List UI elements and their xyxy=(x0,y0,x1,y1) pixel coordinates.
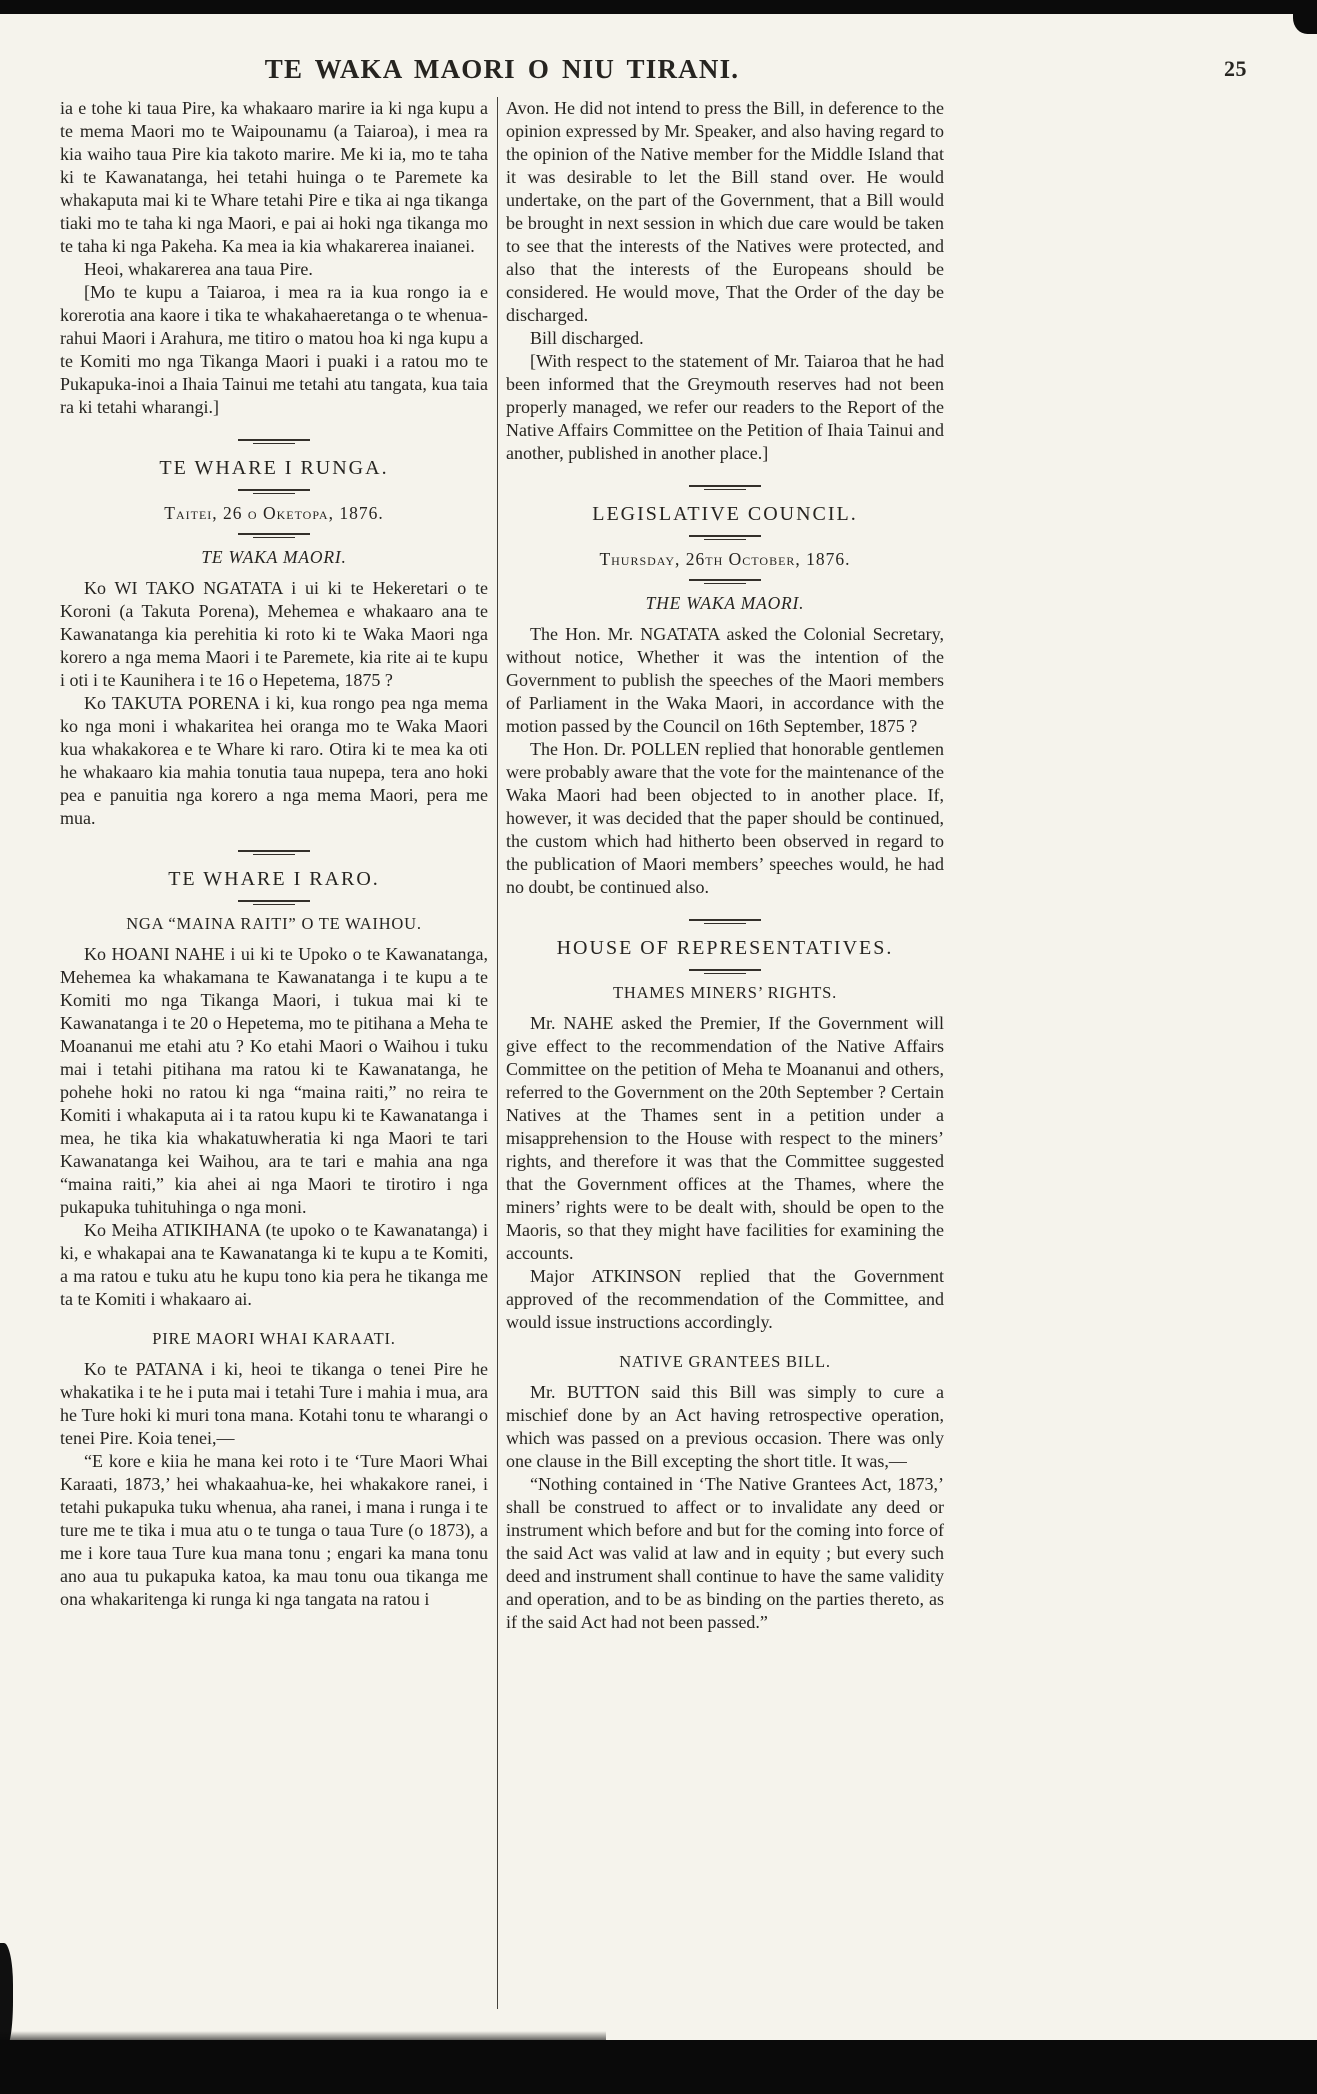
para-atkinson-reply-english: Major ATKINSON replied that the Government approved of the recommendation of the Committee, and would issue instructions accordingly. xyxy=(506,1266,944,1332)
column-divider-rule xyxy=(497,97,498,2009)
scan-artifact-bottom-edge xyxy=(0,2040,1317,2094)
masthead xyxy=(60,14,944,85)
date-line-english: Thursday, 26th October, 1876. xyxy=(599,549,851,569)
heading-divider-rule xyxy=(238,533,310,539)
scan-artifact-top-right-corner xyxy=(1293,14,1317,34)
para-editorial-note-maori: [Mo te kupu a Taiaroa, i mea ra ia kua rongo ia e korerotia ana kaore i tika te whakahaeretanga o te whenua-rahui Maori i Arahura, me titiro o matou hoa ki nga kupu a te Komiti mo nga Tikanga Maori i puaki i a ratou mo te Pukapuka-inoi a Ihaia Tainui me tetahi atu tangata, kua taia ra ki tetahi wharangi.] xyxy=(60,282,488,417)
para-act-quote-maori: “E kore e kiia he mana kei roto i te ‘Ture Maori Whai Karaati, 1873,’ hei whakaahua-ke, hei whakakore ranei, i tetahi pukapuka tuku whenua, aha ranei, i mana i runga i te ture me te tika i mua atu o te tunga o taua Ture (o 1873), a me i kore taua Ture kua mana tonu ; engari ka mana tonu ano aua tu pukapuka katoa, ka mau tonu oua tikanga me ona whakaritenga ki runga ki nga tangata na ratou i xyxy=(60,1451,488,1609)
subheading-native-grantees-bill: NATIVE GRANTEES BILL. xyxy=(619,1352,831,1371)
page-number: 25 xyxy=(1224,56,1247,81)
section-heading-te-whare-i-runga: TE WHARE I RUNGA. xyxy=(159,457,389,479)
section-heading-legislative-council: LEGISLATIVE COUNCIL. xyxy=(592,503,858,525)
scan-artifact-top-edge xyxy=(0,0,1317,14)
para-heoi: Heoi, whakarerea ana taua Pire. xyxy=(84,259,313,279)
subheading-the-waka-maori: THE WAKA MAORI. xyxy=(645,593,805,613)
right-column xyxy=(506,97,944,2009)
section-divider-rule xyxy=(238,439,310,445)
para-nahe-question-english: Mr. NAHE asked the Premier, If the Government will give effect to the recommendation of the Native Affairs Committee on the petition of Meha te Moananui and others, referred to the Government on the 20th September ? Certain Natives at the Thames sent in a petition under a misapprehension to the House with respect to the miners’ rights, and therefore it was that the Committee suggested that the Government offices at the Thames, where the miners’ rights were to be dealt with, should be open to the Maoris, so that they might have facilities for examining the accounts. xyxy=(506,1013,944,1263)
para-nahe-question-maori: Ko HOANI NAHE i ui ki te Upoko o te Kawanatanga, Mehemea ka whakamana te Kawanatanga i te kupu a te Komiti mo nga Tikanga Maori, i tukua mai ki te Kawanatanga i te 20 o Hepetema, mo te pitihana a Meha te Moananui me etahi atu ? Ko etahi Maori o Waihou i tuku mai i tetahi pitihana ma ratou ki te Kawanatanga, he pohehe hoki no ratou ki nga “maina raiti,” no reira te Komiti i whakaputa ai i ta ratou kupu ki te Kawanatanga i mea, he tika kia whakatuwheratia ki nga Maori te tari Kawanatanga kei Waihou, ara te tari e mahia ana nga “maina raiti,” kia ahei ai nga Maori te tirotiro i nga pukapuka tuhituhinga o nga moni. xyxy=(60,944,488,1217)
subheading-te-waka-maori: TE WAKA MAORI. xyxy=(201,547,347,567)
para-continuation-maori: ia e tohe ki taua Pire, ka whakaaro marire ia ki nga kupu a te mema Maori mo te Waipounamu (a Taiaroa), i mea ra kia waiho taua Pire kia takoto marire. Me ki ia, mo te taha ki te Kawanatanga, hei tetahi huinga o te Paremete ka whakaputa mai ki te Whare tetahi Pire e tika ai nga tikanga tiaki mo te taha ki nga Maori, e pai ai hoki nga tikanga mo te taha ki nga Pakeha. Ka mea ia kia whakarerea inaianei. xyxy=(60,98,488,256)
para-act-quote-english: “Nothing contained in ‘The Native Grantees Act, 1873,’ shall be construed to affect or to invalidate any deed or instrument which before and but for the coming into force of the said Act was valid at law and in equity ; but every such deed and instrument shall continue to have the same validity and operation, and to be as binding on the parties thereto, as if the said Act had not been passed.” xyxy=(506,1474,944,1632)
heading-divider-rule xyxy=(238,489,310,495)
heading-divider-rule xyxy=(238,900,310,906)
para-editorial-note-english: [With respect to the statement of Mr. Taiaroa that he had been informed that the Greymouth reserves had not been properly managed, we refer our readers to the Report of the Native Affairs Committee on the Petition of Ihaia Tainui and another, published in another place.] xyxy=(506,351,944,463)
section-heading-house-of-representatives: HOUSE OF REPRESENTATIVES. xyxy=(556,937,894,959)
page-content xyxy=(60,14,944,2009)
section-divider-rule xyxy=(238,850,310,856)
para-pollen-reply-english: The Hon. Dr. POLLEN replied that honorable gentlemen were probably aware that the vote for the maintenance of the Waka Maori had been objected to in another place. If, however, it was decided that the paper should be continued, the custom which had hitherto been observed in regard to the publication of Maori members’ speeches would, he had no doubt, be continued also. xyxy=(506,739,944,897)
section-divider-rule xyxy=(689,485,761,491)
subheading-thames-miners-rights: THAMES MINERS’ RIGHTS. xyxy=(612,983,837,1002)
para-bill-discharged: Bill discharged. xyxy=(530,328,644,348)
two-column-layout xyxy=(60,97,944,2009)
heading-divider-rule xyxy=(689,969,761,975)
newspaper-title: TE WAKA MAORI O NIU TIRANI. xyxy=(264,54,740,84)
para-button-english: Mr. BUTTON said this Bill was simply to cure a mischief done by an Act having retrospective operation, which was passed on a previous occasion. There was only one clause in the Bill excepting the short title. It was,— xyxy=(506,1382,944,1471)
para-atikihana-reply-maori: Ko Meiha ATIKIHANA (te upoko o te Kawanatanga) i ki, e whakapai ana te Kawanatanga ki te kupu a te Komiti, a ma ratou e tuku atu he kupu tono kia pera he tikanga me ta te Komiti i whakaaro ai. xyxy=(60,1220,488,1309)
heading-divider-rule xyxy=(689,579,761,585)
heading-divider-rule xyxy=(689,535,761,541)
para-porena-reply-maori: Ko TAKUTA PORENA i ki, kua rongo pea nga mema ko nga moni i whakaritea hei oranga mo te Waka Maori kua whakakorea e te Whare ki raro. Otira ki te mea ka oti he whakaaro kia mahia tonutia taua nupepa, tera ano hoki pea e panuitia nga korero a nga mema Maori, pera me mua. xyxy=(60,693,488,828)
date-line-maori: Taitei, 26 o Oketopa, 1876. xyxy=(164,503,384,523)
subheading-maina-raiti: NGA “MAINA RAITI” O TE WAIHOU. xyxy=(126,914,422,933)
left-column xyxy=(60,97,488,2009)
para-continuation-english: Avon. He did not intend to press the Bill, in deference to the opinion expressed by Mr. Speaker, and also having regard to the opinion of the Native member for the Middle Island that it was desirable to let the Bill stand over. He would undertake, on the part of the Government, that a Bill would be brought in next session in which due care would be taken to see that the interests of the Natives were protected, and also that the interests of the Europeans should be considered. He would move, That the Order of the day be discharged. xyxy=(506,98,944,325)
section-heading-te-whare-i-raro: TE WHARE I RARO. xyxy=(168,868,380,890)
para-patana-maori: Ko te PATANA i ki, heoi te tikanga o tenei Pire he whakatika i te he i puta mai i tetahi Ture i mahia i mua, ara he Ture hoki ki muri tona mana. Kotahi tonu te wharangi o tenei Pire. Koia tenei,— xyxy=(60,1359,488,1448)
section-divider-rule xyxy=(689,919,761,925)
subheading-pire-maori-whai-karaati: PIRE MAORI WHAI KARAATI. xyxy=(152,1329,396,1348)
para-ngatata-question-maori: Ko WI TAKO NGATATA i ui ki te Hekeretari o te Koroni (a Takuta Porena), Mehemea e whakaaro ana te Kawanatanga kia perehitia ki roto ki te Waka Maori nga korero a nga mema Maori i te Paremete, kia rite ai te kupu i oti i te Kaunihera i te 16 o Hepetema, 1875 ? xyxy=(60,578,488,690)
para-ngatata-question-english: The Hon. Mr. NGATATA asked the Colonial Secretary, without notice, Whether it was the intention of the Government to publish the speeches of the Maori members of Parliament in the Waka Maori, in accordance with the motion passed by the Council on 16th September, 1875 ? xyxy=(506,624,944,736)
